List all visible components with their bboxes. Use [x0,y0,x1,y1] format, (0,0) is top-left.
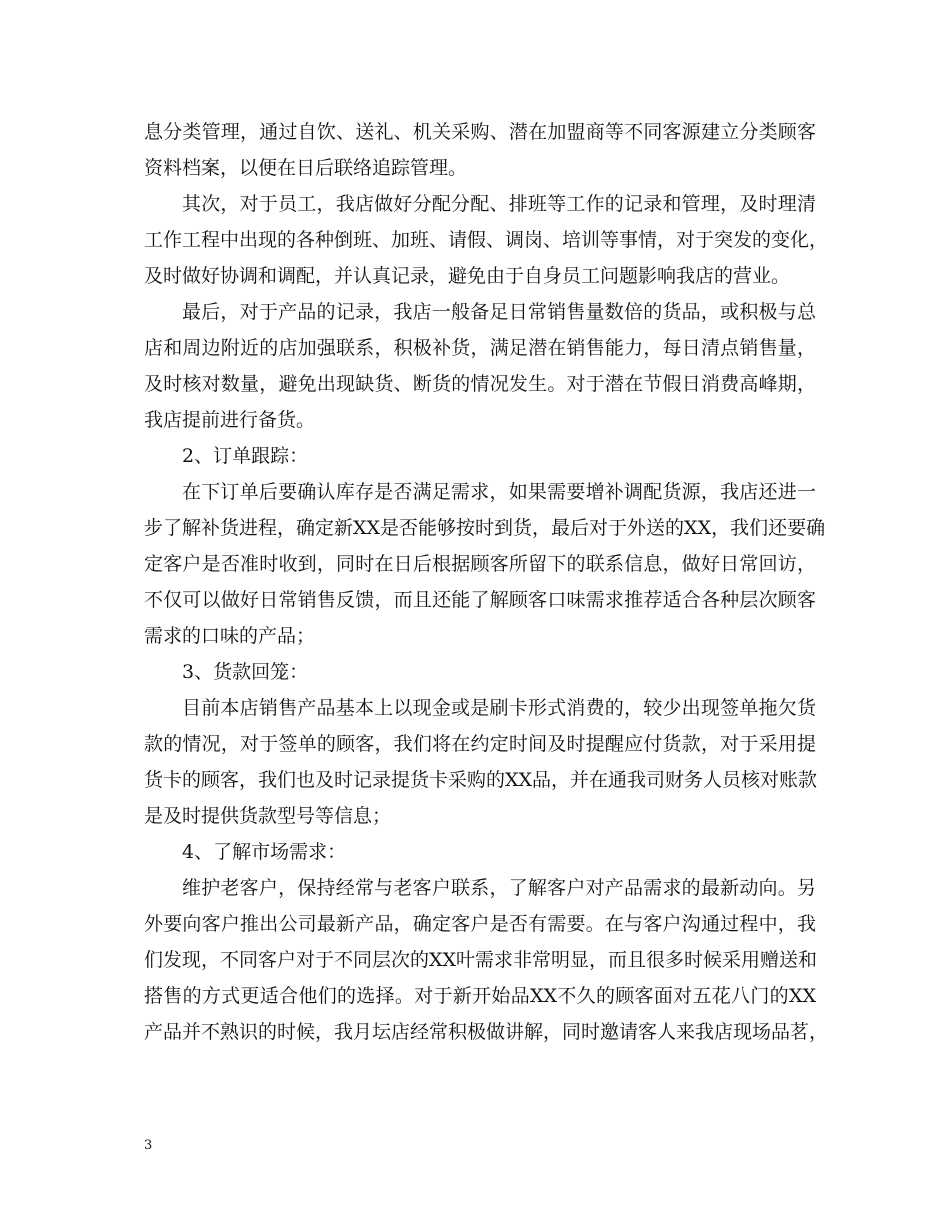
text-line: 货卡的顾客，我们也及时记录提货卡采购的XX品，并在通我司财务人员核对账款 [144,769,818,791]
text-line: 目前本店销售产品基本上以现金或是刷卡形式消费的，较少出现签单拖欠货 [182,697,816,719]
text-line: 及时做好协调和调配，并认真记录，避免由于自身员工问题影响我店的营业。 [144,265,791,287]
text-line: 们发现，不同客户对于不同层次的XX叶需求非常明显，而且很多时候采用赠送和 [144,949,818,971]
text-line: 2、订单跟踪： [182,445,309,467]
text-line: 及时核对数量，避免出现缺货、断货的情况发生。对于潜在节假日消费高峰期， [144,373,816,395]
text-line: 款的情况，对于签单的顾客，我们将在约定时间及时提醒应付货款，对于采用提 [144,733,816,755]
text-line: 其次，对于员工，我店做好分配分配、排班等工作的记录和管理，及时理清 [182,193,816,215]
text-line: 我店提前进行备货。 [144,409,316,431]
document-body [144,114,829,1050]
text-line: 店和周边附近的店加强联系，积极补货，满足潜在销售能力，每日清点销售量， [144,337,816,359]
text-line: 步了解补货进程，确定新XX是否能够按时到货，最后对于外送的XX，我们还要确 [144,517,826,539]
text-line: 不仅可以做好日常销售反馈，而且还能了解顾客口味需求推荐适合各种层次顾客 [144,589,816,611]
page-number: 3 [144,1138,153,1153]
text-line: 维护老客户，保持经常与老客户联系，了解客户对产品需求的最新动向。另 [182,877,816,899]
text-line: 是及时提供货款型号等信息； [144,805,392,827]
text-line: 在下订单后要确认库存是否满足需求，如果需要增补调配货源，我店还进一 [182,481,816,503]
text-line: 3、货款回笼： [182,661,309,683]
text-line: 定客户是否准时收到，同时在日后根据顾客所留下的联系信息，做好日常回访， [144,553,816,575]
text-line: 需求的口味的产品； [144,625,316,647]
text-line: 工作工程中出现的各种倒班、加班、请假、调岗、培训等事情，对于突发的变化， [144,229,829,251]
text-line: 4、了解市场需求： [182,841,347,863]
text-line: 产品并不熟识的时候，我月坛店经常积极做讲解，同时邀请客人来我店现场品茗， [144,1021,829,1043]
text-line: 资料档案，以便在日后联络追踪管理。 [144,157,468,179]
text-line: 搭售的方式更适合他们的选择。对于新开始品XX不久的顾客面对五花八门的XX [144,985,816,1007]
text-line: 息分类管理，通过自饮、送礼、机关采购、潜在加盟商等不同客源建立分类顾客 [144,121,816,143]
text-line: 最后，对于产品的记录，我店一般备足日常销售量数倍的货品，或积极与总 [182,301,816,323]
text-line: 外要向客户推出公司最新产品，确定客户是否有需要。在与客户沟通过程中，我 [144,913,816,935]
